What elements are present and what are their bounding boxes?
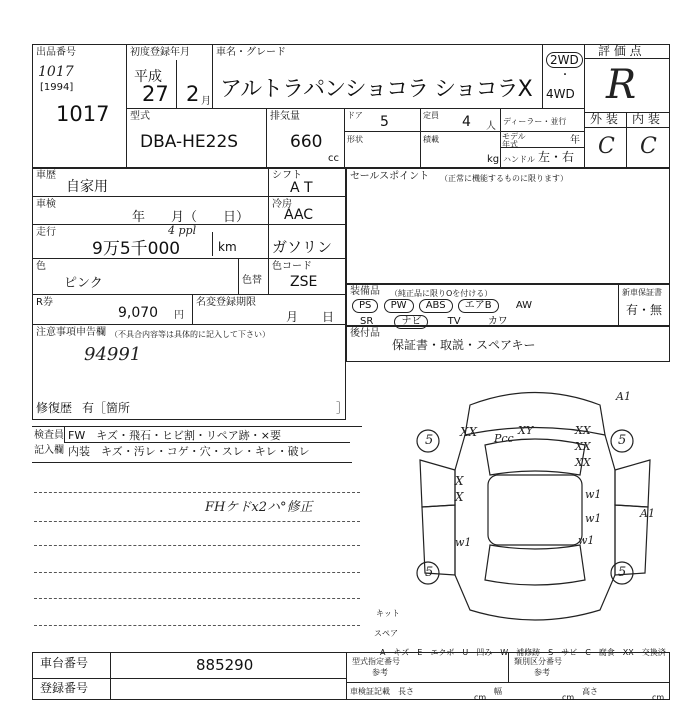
interior-grade: C [640,134,657,159]
equipment-label: 装備品 [350,286,380,297]
mark-a1-top: A1 [616,390,631,403]
mark-w1-1: w1 [585,488,602,501]
inspector-handwritten: FHケドx2ハ°修正 [205,500,313,515]
roof [488,475,582,545]
lot-number: 1017 [56,102,110,126]
equip-tv: TV [447,316,461,327]
r-value: 9,070 [118,305,159,321]
notes-handwritten: 94991 [84,344,142,365]
mark-5-fl: 5 [425,433,434,448]
equipment-sub: （純正品に限りOを付ける） [390,289,493,298]
height-unit: cm [652,693,665,702]
mark-5-rl: 5 [425,565,434,580]
lot-year: [1994] [40,82,74,93]
load-unit: kg [487,154,500,165]
mark-w1-4: w1 [578,534,595,547]
r-unit: 円 [174,310,184,321]
rear-window [485,545,585,585]
mark-xx-r1: XX [575,424,591,437]
dealer-label: ディーラー・並行 [503,117,567,126]
shift-label: シフト [272,170,302,181]
inspection-label: 車検 [36,199,56,210]
chassis-label: 車台番号 [40,656,89,670]
history-value: 自家用 [66,179,108,195]
notes-sub: （不具合内容等は具体的に記入して下さい） [110,330,270,339]
inspector-label-1: 検査員 [34,430,64,441]
mark-a1-right: A1 [640,507,655,520]
mark-5-fr: 5 [618,433,627,448]
damage-legend: A－キズ E－エクボ U－凹み W－補修跡 S－サビ C－腐食 XX－交換済 [380,648,666,657]
model-year-label: モデル年式 [502,132,526,149]
mark-xx-r2: XX [575,440,591,453]
capacity-value: 4 [462,114,471,130]
warranty-value: 有・無 [626,303,663,317]
mark-x-2: X [455,490,464,504]
mark-w1-3: w1 [455,536,472,549]
equip-navi: ナビ [394,315,428,329]
mileage-note: 4 ppl [168,224,197,237]
mark-x-1: X [455,474,464,488]
mark-xx-hood: XX [460,425,478,439]
color-value: ピンク [64,276,103,291]
equip-aw: AW [515,300,532,311]
era: 平成 [134,69,162,85]
warranty-label: 新車保証書 [622,288,662,297]
score-value: R [606,62,637,108]
sales-point-sub: （正常に機能するものに限ります） [440,174,568,183]
size-label: 車検証記載 [350,687,390,696]
door-value: 5 [380,114,389,130]
shift-value: A T [290,180,313,196]
mark-5-rr: 5 [618,565,627,580]
equip-pw: PW [384,299,414,313]
type-value: DBA-HE22S [140,132,239,152]
color-label: 色 [36,261,46,272]
length-unit: cm [474,693,487,702]
model-name: アルトラパンショコラ ショコラX [220,77,532,102]
reg-label: 登録番号 [40,681,89,695]
displacement-label: 排気量 [270,111,300,122]
width-label: 幅 [494,687,502,696]
width-unit: cm [562,693,575,702]
inspection-value: 年 月（ 日） [132,210,250,225]
exterior-grade: C [598,134,615,159]
repair-value: 有［箇所 [82,401,131,415]
inspector-label-2: 記入欄 [34,445,64,456]
r-label: R券 [36,297,53,308]
mark-pcc: Pcc [494,432,514,445]
capacity-label: 定員 [423,111,439,120]
sales-point-label: セールスポイント [350,171,430,182]
reg-month-unit: 月 [201,96,211,107]
equip-airbag: エアB [458,299,499,313]
interior-label: 内 装 [632,112,660,126]
load-label: 積載 [423,135,439,144]
name-change-label: 名変登録期限 [196,297,256,308]
inspector-row1: FW キズ・飛石・ヒビ割・リペア跡・×要 [68,429,281,442]
reg-month: 2 [186,82,200,106]
first-reg-label: 初度登録年月 [130,47,190,58]
right-front-door [615,460,650,507]
equip-ps: PS [352,299,378,313]
color-change-label: 色替 [242,275,262,286]
category-label: 類別区分番号 [514,657,562,666]
category-sub: 参考 [534,668,550,677]
equip-abs: ABS [419,299,453,313]
drive-dot: ・ [560,70,570,81]
accessories-value: 保証書・取説・スペアキー [392,338,536,352]
model-year-unit: 年 [570,135,580,146]
accessories-label: 後付品 [350,328,380,339]
height-label: 高さ [582,687,598,696]
lot-handwritten: 1017 [38,64,74,80]
spare-label: スペア [374,629,398,638]
history-label: 車歴 [36,170,56,181]
door-label: ドア [347,111,363,120]
displacement-value: 660 [290,132,323,152]
lot-label: 出品番号 [36,47,76,58]
mark-w1-2: w1 [585,512,602,525]
drive-2wd: 2WD [546,52,583,68]
exterior-label: 外 装 [590,112,618,126]
body-outline [455,435,615,620]
ac-value: AAC [284,207,314,223]
designated-sub: 参考 [372,668,388,677]
length-label: 長さ [398,687,414,696]
handle-label: ハンドル [503,155,535,164]
color-code-label: 色コード [272,261,312,272]
name-change-value: 月 日 [286,310,335,324]
car-damage-diagram [400,375,670,645]
drive-4wd: 4WD [546,87,575,101]
fuel-value: ガソリン [272,238,333,256]
score-label: 評 価 点 [598,44,642,58]
repair-close: ］ [336,401,349,415]
equipment-row1 [352,299,532,313]
reg-year: 27 [142,82,169,106]
color-code-value: ZSE [290,274,318,290]
equip-sr: SR [360,316,374,327]
sales-point-frame [346,168,670,284]
mileage-unit: km [218,240,237,254]
equip-leather: カワ [487,316,508,327]
inspector-row2: 内装 キズ・汚レ・コゲ・穴・スレ・キレ・破レ [68,445,310,458]
capacity-unit: 人 [486,121,496,132]
notes-label: 注意事項申告欄 [36,327,106,338]
designated-label: 型式指定番号 [352,657,400,666]
kit-label: キット [376,609,400,618]
mileage-label: 走行 [36,227,56,238]
mileage-value: 9万5千000 [92,239,181,259]
model-name-label: 車名・グレード [216,47,286,58]
handle-value: 左・右 [538,150,575,164]
chassis-value: 885290 [196,656,254,674]
mark-xx-r3: XX [575,456,591,469]
repair-label: 修復歴 [36,401,73,415]
type-label: 型式 [130,111,150,122]
shape-label: 形状 [347,135,363,144]
mark-xy: XY [518,424,534,437]
ac-label: 冷房 [272,199,292,210]
left-front-door [420,460,455,507]
displacement-unit: cc [328,153,339,164]
